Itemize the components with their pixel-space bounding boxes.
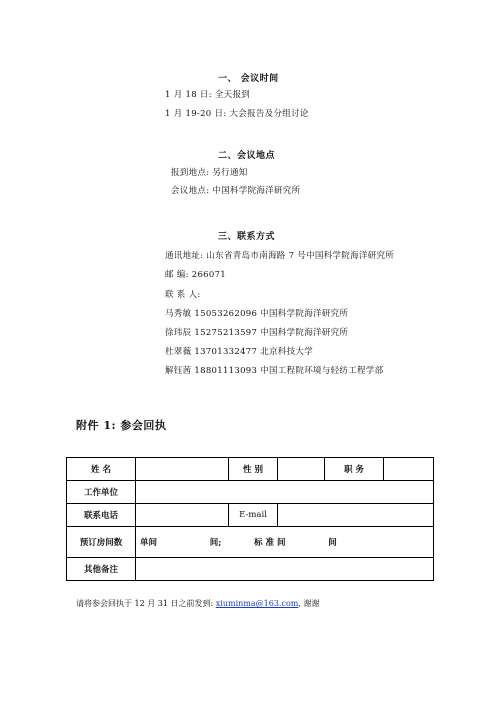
single-room-unit: 间; — [209, 538, 222, 548]
place-line-2: 会议地点: 中国科学院海洋研究所 — [171, 186, 301, 196]
contact-postcode: 邮 编: 266071 — [165, 270, 227, 280]
workplace-label: 工作单位 — [67, 481, 136, 504]
gender-cell[interactable] — [278, 458, 325, 481]
position-cell[interactable] — [384, 458, 434, 481]
attachment-title: 附件 1: 参会回执 — [76, 419, 167, 432]
standard-room-unit: 间 — [328, 538, 337, 548]
name-cell[interactable] — [136, 458, 229, 481]
gender-label: 性 别 — [229, 458, 278, 481]
receipt-form-table — [66, 457, 434, 581]
booking-label: 预订房间数 — [67, 527, 136, 558]
standard-room-label: 标 准 间 — [254, 538, 286, 548]
section-contact-title: 三、联系方式 — [218, 232, 276, 242]
booking-cell[interactable] — [136, 527, 434, 558]
footer-prefix: 请将参会回执于 12 月 31 日之前发到: — [76, 599, 214, 608]
phone-label: 联系电话 — [67, 504, 136, 527]
single-room-label: 单间 — [140, 538, 158, 548]
contact-address: 通讯地址: 山东省青岛市南海路 7 号中国科学院海洋研究所 — [165, 251, 395, 261]
time-line-1: 1 月 18 日: 全天报到 — [165, 90, 251, 100]
name-label: 姓 名 — [67, 458, 136, 481]
position-label: 职 务 — [325, 458, 384, 481]
footer-email-link[interactable]: xiuminma@163.com — [215, 599, 299, 608]
contact-person-2: 徐玮辰 15275213597 中国科学院海洋研究所 — [165, 328, 349, 338]
section-time-title: 一、 会议时间 — [218, 74, 279, 84]
phone-cell[interactable] — [136, 504, 229, 527]
contact-person-label: 联 系 人: — [165, 290, 201, 300]
contact-person-4: 解钰茜 18801113093 中国工程院环境与轻纺工程学部 — [165, 366, 384, 376]
remarks-cell[interactable] — [136, 558, 434, 581]
remarks-label: 其他备注 — [67, 558, 136, 581]
workplace-cell[interactable] — [136, 481, 434, 504]
email-cell[interactable] — [278, 504, 434, 527]
time-line-2: 1 月 19-20 日: 大会报告及分组讨论 — [165, 109, 309, 119]
place-line-1: 报到地点: 另行通知 — [171, 168, 248, 178]
footer-note — [76, 598, 319, 609]
section-place-title: 二、会议地点 — [218, 151, 276, 161]
email-label: E-mail — [229, 504, 278, 527]
footer-suffix: , 谢谢 — [298, 599, 320, 608]
contact-person-1: 马秀敏 15053262096 中国科学院海洋研究所 — [165, 309, 349, 319]
contact-person-3: 杜翠薇 13701332477 北京科技大学 — [165, 347, 313, 357]
